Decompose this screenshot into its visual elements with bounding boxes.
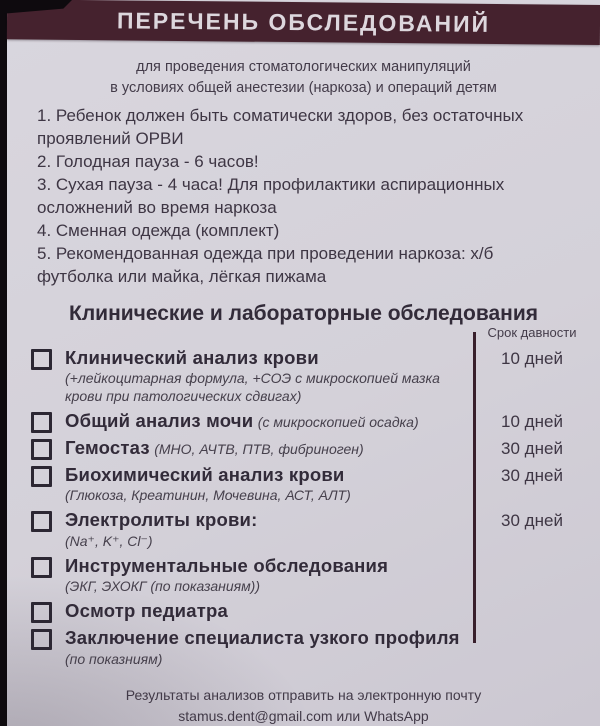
checkbox[interactable] [31, 557, 52, 578]
checklist-item-hemostasis [31, 437, 588, 460]
item-label: Клинический анализ крови [65, 346, 319, 368]
checkbox[interactable] [31, 412, 52, 433]
checkbox[interactable] [31, 629, 52, 650]
subtitle-line-2: в условиях общей анестезии (наркоза) и операций детям [110, 80, 497, 97]
instruction-item-4: 4. Сменная одежда (комплект) [37, 220, 280, 240]
checklist-item-instrumental [31, 555, 588, 596]
footer-contact [7, 685, 600, 726]
instruction-item-2: 2. Голодная пауза - 6 часов! [37, 151, 259, 171]
checkbox[interactable] [31, 602, 52, 623]
item-duration: 10 дней [501, 348, 563, 368]
section-title: Клинические и лабораторные обследования [69, 301, 538, 325]
checkbox[interactable] [31, 511, 52, 532]
checklist-item-urine-analysis [31, 410, 588, 433]
item-label: Инструментальные обследования [65, 554, 389, 576]
examinations-checklist [31, 324, 588, 669]
item-label: Общий анализ мочи [65, 409, 254, 431]
subtitle-line-1: для проведения стоматологических манипуляций [136, 59, 471, 75]
checkbox[interactable] [31, 439, 52, 460]
item-label: Заключение специалиста узкого профиля [65, 627, 460, 649]
item-label: Осмотр педиатра [65, 600, 228, 622]
duration-column-header: Срок давности [487, 324, 577, 340]
document-title-bar [7, 0, 600, 45]
item-inline-note: (МНО, АЧТВ, ПТВ, фибриноген) [154, 440, 364, 457]
item-duration: 30 дней [501, 438, 563, 458]
footer-line-1: Результаты анализов отправить на электронную почту [125, 686, 482, 703]
instruction-item-1: 1. Ребенок должен быть соматически здоров, без остаточных проявлений ОРВИ [37, 106, 524, 148]
checklist-item-blood-analysis [31, 347, 588, 406]
checkbox[interactable] [31, 349, 52, 370]
preparation-instructions [37, 105, 574, 289]
item-label: Биохимический анализ крови [65, 463, 345, 485]
item-inline-note: (с микроскопией осадка) [257, 413, 419, 430]
document-title: ПЕРЕЧЕНЬ ОБСЛЕДОВАНИЙ [116, 6, 491, 37]
footer-line-2: stamus.dent@gmail.com или WhatsApp [178, 707, 429, 724]
item-duration: 30 дней [501, 511, 563, 531]
item-label: Гемостаз [65, 436, 150, 458]
checklist-item-electrolytes [31, 509, 588, 550]
item-duration [476, 627, 588, 629]
item-note: (+лейкоцитарная формула, +СОЭ с микроскопией мазка крови при патологических сдвигах) [65, 370, 440, 404]
checklist-item-biochemistry [31, 464, 588, 505]
item-note: (Na⁺, K⁺, Cl⁻) [65, 532, 153, 549]
item-duration [476, 600, 588, 602]
item-duration [476, 555, 588, 557]
item-note: (по показниям) [65, 650, 163, 667]
checklist-item-pediatrician [31, 600, 588, 623]
item-duration: 30 дней [501, 465, 563, 485]
item-label: Электролиты крови: [65, 509, 258, 531]
checklist-item-specialist [31, 627, 588, 668]
paper-sheet [7, 0, 600, 726]
checkbox[interactable] [31, 466, 52, 487]
instruction-item-5: 5. Рекомендованная одежда при проведении наркоза: х/б футболка или майка, лёгкая пижама [37, 243, 494, 286]
column-divider [473, 332, 476, 643]
item-duration: 10 дней [501, 411, 563, 431]
document-subtitle [7, 57, 600, 99]
instruction-item-3: 3. Сухая пауза - 4 часа! Для профилактики аспирационных осложнений во время наркоза [37, 174, 505, 217]
item-note: (ЭКГ, ЭХОКГ (по показаниям)) [65, 578, 261, 595]
item-note: (Глюкоза, Креатинин, Мочевина, АСТ, АЛТ) [65, 487, 351, 504]
